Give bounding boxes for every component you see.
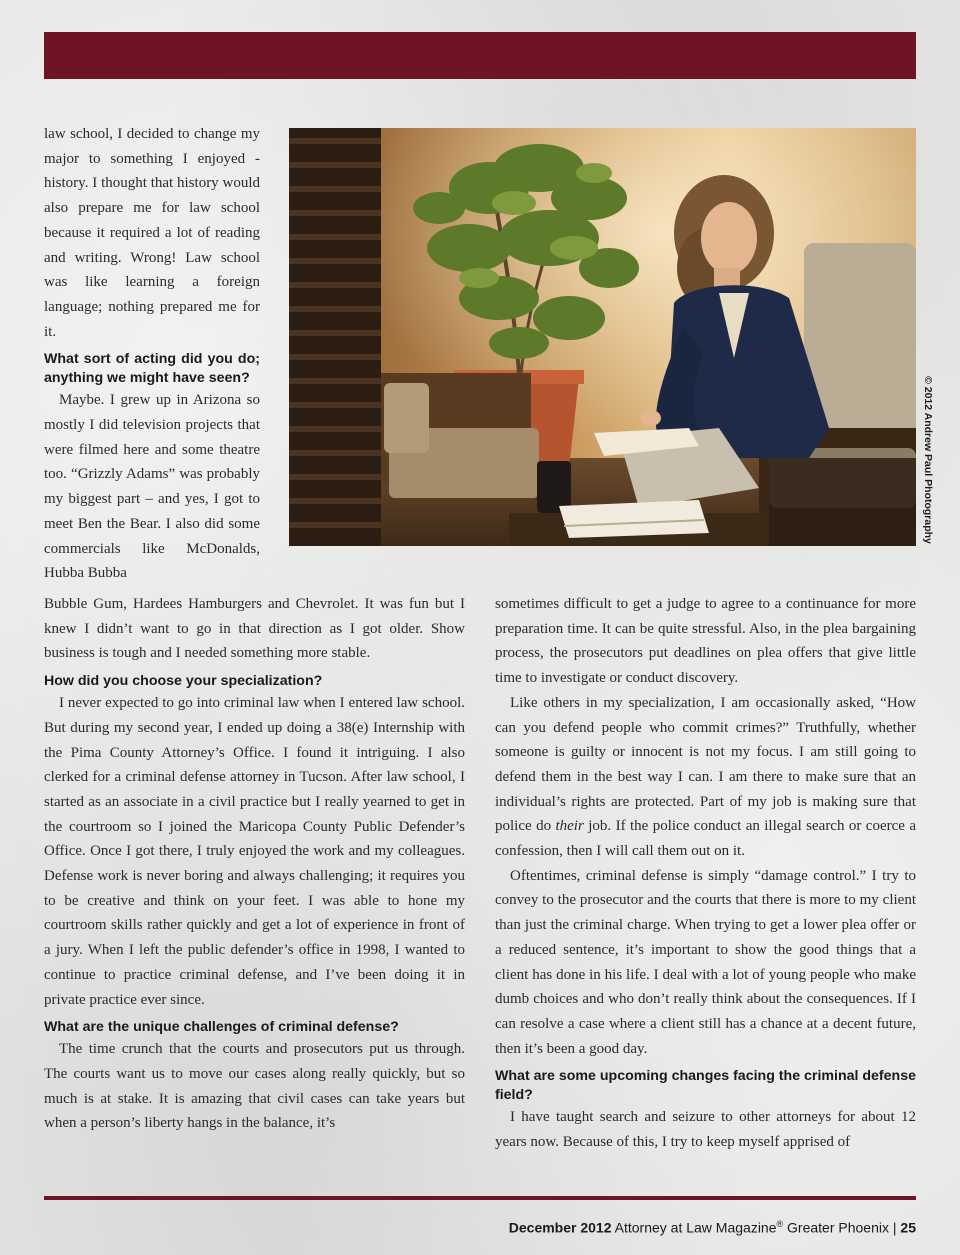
edition-name: Greater Phoenix bbox=[787, 1219, 889, 1236]
question-heading: What sort of acting did you do; anything we might have seen? bbox=[44, 351, 260, 387]
paragraph bbox=[495, 691, 916, 864]
footer-separator: | bbox=[892, 1219, 897, 1236]
paragraph: I have taught search and seizure to other attorneys for about 12 years now. Because of this, I try to keep myself apprised of bbox=[495, 1109, 916, 1151]
photo-credit: © 2012 Andrew Paul Photography bbox=[922, 376, 934, 544]
question-heading: How did you choose your specialization? bbox=[44, 673, 323, 690]
photo-illustration bbox=[289, 128, 916, 546]
paragraph: Bubble Gum, Hardees Hamburgers and Chevrolet. It was fun but I knew I didn’t want to go in that direction as I got older. Show business is tough and I needed something more stable. bbox=[44, 596, 465, 662]
page-footer bbox=[509, 1219, 916, 1236]
attorney-photo bbox=[289, 128, 916, 546]
page-number: 25 bbox=[900, 1219, 916, 1236]
header-bar bbox=[44, 32, 916, 79]
paragraph: law school, I decided to change my major to something I enjoyed - history. I thought that history would also prepare me for law school because it required a lot of reading and writing. Wrong! Law school was like learning a foreign language; nothing prepared me for it. bbox=[44, 126, 260, 340]
question-heading: What are some upcoming changes facing the criminal defense field? bbox=[495, 1068, 916, 1104]
column-left-top bbox=[44, 122, 260, 586]
registered-mark: ® bbox=[776, 1219, 784, 1229]
issue-date: December 2012 bbox=[508, 1219, 612, 1236]
magazine-name: Attorney at Law Magazine bbox=[614, 1219, 777, 1236]
paragraph-text: job. If the police conduct an illegal search or coerce a confession, then I will call them out on it. bbox=[495, 818, 916, 860]
paragraph: sometimes difficult to get a judge to agree to a continuance for more preparation time. It can be quite stressful. Also, in the plea bargaining process, the prosecutors put deadlines on plea offers that give little time to investigate or conduct discovery. bbox=[495, 596, 916, 687]
paragraph: Maybe. I grew up in Arizona so mostly I did television projects that were filmed here and some theatre too. “Grizzly Adams” was probably my biggest part – and yes, I got to meet Ben the Bear. I also did some commercials like McDonalds, Hubba Bubba bbox=[44, 392, 260, 582]
paragraph: The time crunch that the courts and prosecutors put us through. The courts want us to move our cases along really quickly, but so much is at stake. It is amazing that civil cases can take years but when a person’s liberty hangs in the balance, it’s bbox=[44, 1041, 465, 1132]
column-right bbox=[495, 592, 916, 1155]
emphasis-text: their bbox=[555, 818, 584, 835]
paragraph: I never expected to go into criminal law when I entered law school. But during my second year, I ended up doing a 38(e) Internship with the Pima County Attorney’s Office. I found it intriguing. I also clerked for a criminal defense attorney in Tucson. After law school, I started as an associate in a civil practice but I really yearned to get in the courtroom so I joined the Maricopa County Public Defender’s Office. Once I got there, I truly enjoyed the work and my colleagues. Defense work is never boring and always challenging; it requires you to be creative and think on your feet. I was able to hone my courtroom skills rather quickly and get a lot of experience in front of a jury. When I left the public defender’s office in 1998, I wanted to continue to practice criminal defense, and I’ve been doing it in private practice ever since. bbox=[44, 695, 465, 1008]
footer-rule bbox=[44, 1196, 916, 1200]
question-heading: What are the unique challenges of criminal defense? bbox=[44, 1019, 399, 1036]
paragraph: Oftentimes, criminal defense is simply “damage control.” I try to convey to the prosecutor and the courts that there is more to my client than just the criminal charge. When trying to get a lower plea offer or a reduced sentence, it’s important to show the good things that a client has done in his life. I deal with a lot of young people who make dumb choices and who don’t really think about the consequences. If I can resolve a case where a client still has a chance at a decent future, then it’s been a good day. bbox=[495, 867, 916, 1057]
column-left-bottom bbox=[44, 592, 465, 1136]
paragraph-text: Like others in my specialization, I am occasionally asked, “How can you defend people who commit crimes?” Truthfully, whether someone is guilty or innocent is not my focus. I am still going to defend them in the best way I can. I am there to make sure that an individual’s rights are protected. Part of my job is making sure that police do bbox=[495, 694, 916, 835]
